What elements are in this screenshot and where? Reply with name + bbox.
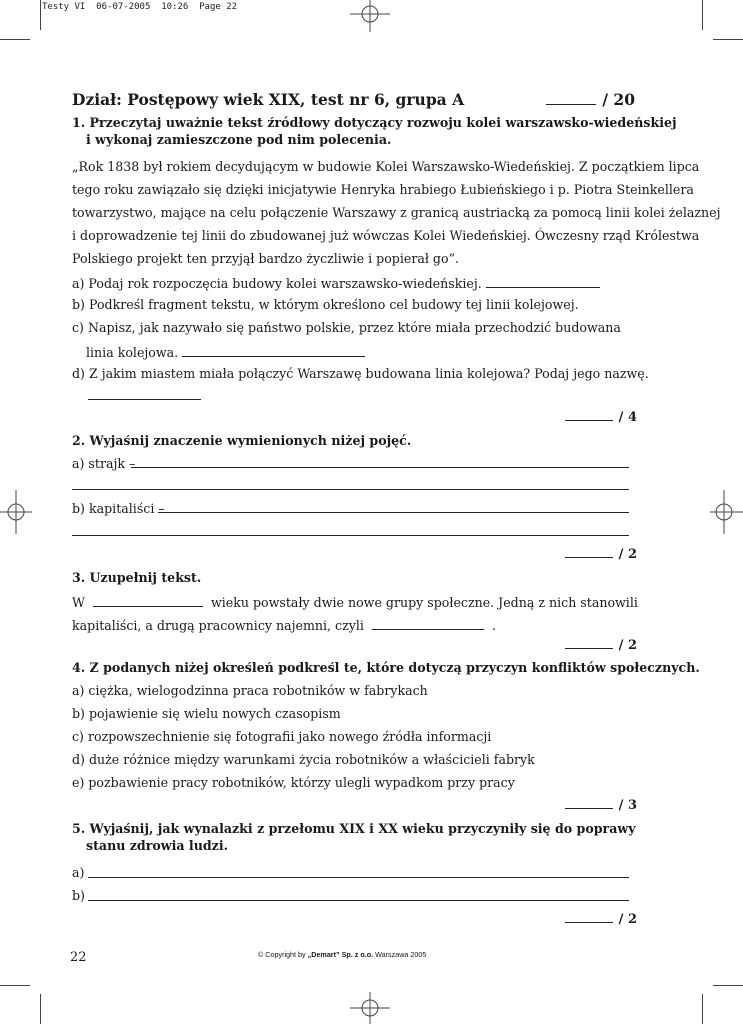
registration-mark-icon	[0, 490, 32, 534]
q2-b-answer-line[interactable]	[158, 512, 629, 513]
copyright-brand: „Demart” Sp. z o.o.	[307, 950, 374, 959]
q5-a-item: a)	[72, 865, 85, 880]
q3-line	[72, 595, 638, 610]
q3-text: W	[72, 595, 85, 610]
q1-c-answer-blank[interactable]	[182, 345, 365, 357]
copyright-suffix: Warszawa 2005	[373, 950, 427, 959]
q3-text: kapitaliści, a drugą pracownicy najemni, czyli	[72, 618, 364, 633]
page-number: 22	[70, 950, 87, 965]
q3-century-blank[interactable]	[93, 595, 203, 607]
q1-c-item: c) Napisz, jak nazywało się państwo polskie, przez które miała przechodzić budowana	[72, 320, 621, 335]
total-score-label: / 20	[602, 90, 635, 109]
q1-source-line: towarzystwo, mające na celu połączenie Warszawy z granicą austriacką za pomocą linii kolei żelaznej	[72, 205, 721, 220]
q2-heading: 2. Wyjaśnij znaczenie wymienionych niżej pojęć.	[72, 433, 412, 448]
crop-mark	[702, 994, 703, 1024]
q1-score-label: / 4	[618, 410, 637, 425]
crop-mark	[0, 39, 30, 40]
q3-text: wieku powstały dwie nowe grupy społeczne. Jedną z nich stanowili	[210, 595, 638, 610]
q1-a-answer-blank[interactable]	[486, 276, 600, 288]
q2-b-answer-line[interactable]	[72, 535, 629, 536]
q3-line	[72, 618, 496, 633]
q1-source-line: tego roku zawiązało się dzięki inicjatywie Henryka hrabiego Łubieńskiego i p. Piotra Steinkellera	[72, 182, 694, 197]
score-blank[interactable]	[565, 798, 613, 809]
q4-score-label: / 3	[618, 798, 637, 813]
crop-mark	[40, 0, 41, 30]
q4-score	[565, 798, 637, 813]
crop-mark	[702, 0, 703, 30]
q3-heading: 3. Uzupełnij tekst.	[72, 570, 202, 585]
q4-option[interactable]: e) pozbawienie pracy robotników, którzy ulegli wypadkom przy pracy	[72, 775, 515, 790]
registration-mark-icon	[710, 490, 743, 534]
q4-option[interactable]: b) pojawienie się wielu nowych czasopism	[72, 706, 341, 721]
score-blank[interactable]	[565, 912, 613, 923]
q1-a-text: a) Podaj rok rozpoczęcia budowy kolei warszawsko-wiedeńskiej.	[72, 276, 482, 291]
q4-option[interactable]: c) rozpowszechnienie się fotografii jako nowego źródła informacji	[72, 729, 492, 744]
q1-d-item: d) Z jakim miastem miała połączyć Warszawę budowana linia kolejowa? Podaj jego nazwę.	[72, 366, 649, 381]
q2-score-label: / 2	[618, 547, 637, 562]
q4-heading: 4. Z podanych niżej określeń podkreśl te, które dotyczą przyczyn konfliktów społecznych.	[72, 660, 700, 675]
q5-score-label: / 2	[618, 912, 637, 927]
q1-source-line: „Rok 1838 był rokiem decydującym w budowie Kolei Warszawsko-Wiedeńskiej. Z początkiem lipca	[72, 159, 700, 174]
q1-c-item-cont	[86, 345, 365, 360]
registration-mark-icon	[350, 992, 390, 1024]
q3-text: .	[491, 618, 496, 633]
q5-b-answer-line[interactable]	[88, 900, 629, 901]
q1-c-text: linia kolejowa.	[86, 345, 179, 360]
q1-source-line: Polskiego projekt ten przyjął bardzo życzliwie i popierał go”.	[72, 251, 460, 266]
registration-mark-icon	[350, 0, 390, 32]
q2-a-item: a) strajk –	[72, 456, 136, 471]
q4-option[interactable]: d) duże różnice między warunkami życia robotników a właścicieli fabryk	[72, 752, 535, 767]
q1-d-answer-blank[interactable]	[88, 399, 201, 400]
q1-source-line: i doprowadzenie tej linii do zbudowanej już wówczas Kolei Wiedeńskiej. Ówczesny rząd Królestwa	[72, 228, 700, 243]
q5-heading: 5. Wyjaśnij, jak wynalazki z przełomu XIX i XX wieku przyczyniły się do poprawy	[72, 821, 636, 836]
score-blank[interactable]	[565, 638, 613, 649]
q3-score	[565, 638, 637, 653]
q3-workers-blank[interactable]	[372, 618, 484, 630]
q1-heading-cont: i wykonaj zamieszczone pod nim polecenia.	[86, 132, 392, 147]
q4-option[interactable]: a) ciężka, wielogodzinna praca robotników w fabrykach	[72, 683, 428, 698]
q5-score	[565, 912, 637, 927]
q1-heading: 1. Przeczytaj uważnie tekst źródłowy dotyczący rozwoju kolei warszawsko-wiedeńskiej	[72, 115, 677, 130]
copyright-prefix: © Copyright by	[258, 950, 308, 959]
q2-b-item: b) kapitaliści –	[72, 501, 165, 516]
q1-a-item	[72, 276, 600, 291]
q3-score-label: / 2	[618, 638, 637, 653]
q2-a-answer-line[interactable]	[131, 467, 629, 468]
q5-b-item: b)	[72, 888, 85, 903]
q2-score	[565, 547, 637, 562]
crop-mark	[0, 985, 30, 986]
total-score	[546, 90, 635, 109]
crop-mark	[40, 994, 41, 1024]
crop-mark	[713, 39, 743, 40]
print-slug: Testy VI 06-07-2005 10:26 Page 22	[42, 2, 238, 12]
score-blank[interactable]	[565, 410, 613, 421]
crop-mark	[713, 985, 743, 986]
q2-a-answer-line[interactable]	[72, 489, 629, 490]
page-title: Dział: Postępowy wiek XIX, test nr 6, grupa A	[72, 90, 465, 109]
score-blank[interactable]	[546, 92, 596, 105]
score-blank[interactable]	[565, 547, 613, 558]
q1-b-item: b) Podkreśl fragment tekstu, w którym określono cel budowy tej linii kolejowej.	[72, 297, 579, 312]
q1-score	[565, 410, 637, 425]
copyright-notice	[258, 950, 426, 959]
q5-a-answer-line[interactable]	[88, 877, 629, 878]
q5-heading-cont: stanu zdrowia ludzi.	[86, 838, 228, 853]
